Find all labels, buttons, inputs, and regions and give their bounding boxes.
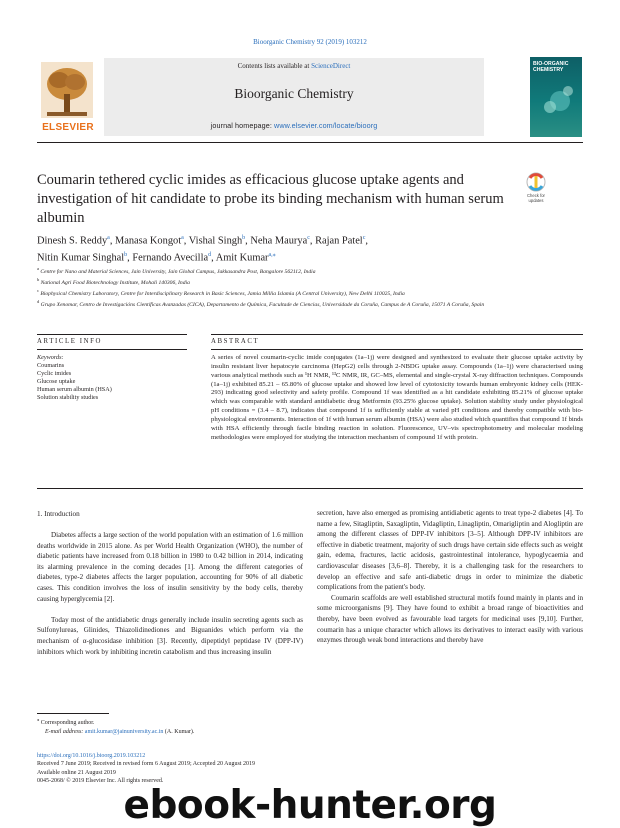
- author-3-affil[interactable]: b: [242, 235, 246, 241]
- affiliation-c: $^c$ Biophysical Chemistry Laboratory, Centre for Interdisciplinary Research in Basic Sciences, Jamia Millia Islamia (A Central University), New Delhi 110025, India: [37, 288, 405, 297]
- author-6[interactable]: Nitin Kumar Singhal: [37, 252, 125, 264]
- cover-title-line2: CHEMISTRY: [533, 67, 564, 73]
- crossmark-label2: updates: [528, 198, 544, 203]
- header-divider: [37, 142, 583, 143]
- affiliation-b: $^b$ National Agri Food Biotechnology Institute, Mohali 140306, India: [37, 277, 190, 286]
- abstract-bottom-rule: [37, 488, 583, 489]
- body-paragraph: Diabetes affects a large section of the world population with an estimation of 1.6 million deaths worldwide in 2015 alone. As per World Health Organization (WHO), the number of diabetic patients have increased from 0.18 billion in 1980 to 0.42 billion in 2014, indicating its alarming prevalence in the coming decades [1]. Among the different categories of diabetes, type-2 diabetes affects the larger population, accounting for 90% of all diabetic cases. This condition involves the loss of insulin sensitivity by the body cells, thereby causing hyperglycemia [2].: [37, 531, 303, 603]
- author-7[interactable]: Fernando Avecilla: [132, 252, 209, 264]
- footnote-rule: [37, 713, 109, 714]
- corresponding-author-note: ⁎ Corresponding author.: [37, 717, 95, 726]
- copyright-line: 0045-2068/ © 2019 Elsevier Inc. All rights reserved.: [37, 777, 164, 784]
- keywords-block: [37, 354, 187, 401]
- available-online: Available online 21 August 2019: [37, 769, 116, 776]
- author-4[interactable]: Neha Maurya: [250, 235, 308, 247]
- crossmark-label1: Check for: [527, 193, 545, 198]
- abstract-text: A series of novel coumarin-cyclic imide conjugates (1a–1j) were designed and synthesized to evaluate their glucose uptake activity by insulin resistant liver hepatocyte carcinoma (HepG2) cells through 2-NBDG uptake assay. Compounds (1a–1j) were characterised using various analytical methods such as ¹H NMR, ¹³C NMR, IR, GC–MS, elemental and single-crystal X-ray diffraction techniques. Compounds (1a–1j) exhibited 85.21 – 65.80% of glucose uptake and showed low level of cytotoxicity towards human embryonic kidney cells (HEK-293) indicating good selectivity and safety profile. Compound 1f was identified as a hit candidate exhibiting 85.21% of glucose uptake which was comparable with standard antidiabetic drug Metformin (93.25% glucose uptake). Solution stability study under physiological pH conditions = (3.4 – 8.7), indicates that compound 1f is sufficiently stable at varied pH conditions and thereby compatible with bio-physiological environments. Interaction of 1f with human serum albumin (HSA) were also studied which quantifies that compound 1f binds with HSA efficiently through facile binding reaction in solution. Fluorescence, UV–vis spectrophotometry and molecular modeling methodologies were employed for studying the interaction mechanism of compound 1f with protein.: [211, 354, 583, 441]
- author-2-affil[interactable]: a: [181, 235, 184, 241]
- keywords-label: Keywords:: [37, 354, 64, 361]
- affiliation-d: $^d$ Grupo Xenomar, Centro de Investigacións Científicas Avanzadas (CICA), Departamento de Química, Facultade de Ciencias, Universidade da Coruña, Campus de A Coruña, 15071 A Coruña, Spain: [37, 299, 485, 309]
- footnotes: [37, 716, 357, 736]
- author-8-affil[interactable]: a,⁎: [268, 252, 276, 259]
- affiliation-a: $^a$ Centre for Nano and Material Sciences, Jain University, Jain Global Campus, Jakkasandra Post, Bangalore 562112, India: [37, 266, 316, 275]
- article-history: [37, 752, 377, 785]
- check-for-updates-icon[interactable]: [519, 170, 553, 204]
- contents-line: [104, 62, 484, 70]
- body-paragraph: Today most of the antidiabetic drugs generally include insulin secreting agents such as Sulfonylureas, Glinides, Thiazolidinediones and Biguanides which perform via the mechanism of α-glucosidase inhibition [3]. Recently, dipeptidyl peptidase IV (DPP-IV) inhibitors which work by inhibiting incretin catabolism and thus increasing insulin: [37, 615, 303, 656]
- introduction-heading: 1. Introduction: [37, 510, 80, 518]
- body-paragraph: Coumarin scaffolds are well established structural motifs found mainly in plants and in some microorganisms [9]. They have found to exhibit a broad range of bioactivities and thereby, have been evolved as favourable lead targets for medicinal uses [9,10]. Further, coumarin has a unique character which allows its derivatives to interact easily with various enzymes through weak bond interactions and thereby have: [317, 593, 583, 645]
- keyword-item: Solution stability studies: [37, 393, 99, 401]
- author-7-affil[interactable]: d: [208, 252, 212, 259]
- author-8[interactable]: Amit Kumar: [215, 252, 269, 264]
- email-link[interactable]: amit.kumar@jainuniversity.ac.in: [84, 728, 164, 735]
- article-info-rule: [37, 349, 187, 350]
- keyword-item: Cyclic imides: [37, 369, 72, 377]
- homepage-link[interactable]: www.elsevier.com/locate/bioorg: [274, 121, 378, 130]
- journal-citation-link[interactable]: Bioorganic Chemistry 92 (2019) 103212: [253, 38, 367, 46]
- author-2[interactable]: Manasa Kongot: [115, 235, 182, 247]
- email-label: E-mail address:: [45, 728, 85, 735]
- author-6-affil[interactable]: b: [124, 252, 128, 259]
- author-1[interactable]: Dinesh S. Reddy: [37, 235, 108, 247]
- author-5-affil[interactable]: c: [362, 235, 366, 241]
- body-column-left: [37, 530, 303, 657]
- doi-link[interactable]: https://doi.org/10.1016/j.bioorg.2019.103212: [37, 753, 146, 759]
- cover-title-line1: BIO-ORGANIC: [533, 61, 569, 67]
- elsevier-logo-text: ELSEVIER: [42, 122, 94, 133]
- journal-name: Bioorganic Chemistry: [234, 86, 354, 101]
- journal-homepage-line: [104, 121, 484, 130]
- author-4-affil[interactable]: c: [307, 235, 310, 241]
- email-note: [37, 728, 357, 737]
- article-info-rule-top: [37, 334, 187, 335]
- contents-prefix: Contents lists available at: [237, 62, 312, 70]
- author-3[interactable]: Vishal Singh: [188, 235, 243, 247]
- watermark-text: ebook-hunter.org: [123, 783, 497, 828]
- abstract-heading: ABSTRACT: [211, 338, 260, 345]
- body-column-right: [317, 508, 583, 646]
- author-1-affil[interactable]: a: [107, 235, 110, 241]
- email-suffix: (A. Kumar).: [163, 728, 195, 735]
- body-paragraph: secretion, have also emerged as promising antidiabetic agents to treat type-2 diabetes [4]. To name a few, Sitagliptin, Saxagliptin, Vidagliptin, Linagliptin, Omarigliptin and Alogliptin are among the different classes of DPP-IV inhibitors [3–5]. Although DPP-IV inhibitors are effective in diabetic treatment, majority of such drugs have certain side effects such as weight gain, edema, fractures, lactic acidosis, gastrointestinal intolerance, hypoglycaemia and cardiovascular diseases [3,6–8]. Thereby, it is a challenging task for the researchers to develop an effective and safe anti-diabetic drugs in order to minimize the diabetic complications from the patient's body.: [317, 509, 583, 592]
- keyword-item: Coumarins: [37, 361, 65, 369]
- abstract-rule: [211, 349, 583, 350]
- received-dates: Received 7 June 2019; Received in revised form 6 August 2019; Accepted 20 August 2019: [37, 761, 255, 768]
- keyword-item: Human serum albumin (HSA): [37, 385, 112, 393]
- article-title: Coumarin tethered cyclic imides as efficacious glucose uptake agents and investigation of hit candidate to probe its binding mechanism with human serum albumin: [37, 172, 504, 226]
- abstract-rule-top: [211, 334, 583, 335]
- article-info-heading: ARTICLE INFO: [37, 338, 103, 345]
- journal-cover-image[interactable]: [530, 57, 582, 137]
- cover-art: [530, 73, 582, 123]
- sciencedirect-link[interactable]: ScienceDirect: [311, 62, 351, 70]
- author-5[interactable]: Rajan Patel: [315, 235, 363, 247]
- keyword-item: Glucose uptake: [37, 377, 76, 385]
- affiliations: [37, 265, 577, 309]
- author-list: Dinesh S. Reddy$^a$, Manasa Kongot$^a$, Vishal Singh$^b$, Neha Maurya$^c$, Rajan Patel$^c$, Nitin Kumar Singhal$^b$, Fernando Avecilla$^d$, Amit Kumar$^{a,⁎}$: [37, 235, 368, 264]
- homepage-prefix: journal homepage:: [210, 121, 275, 130]
